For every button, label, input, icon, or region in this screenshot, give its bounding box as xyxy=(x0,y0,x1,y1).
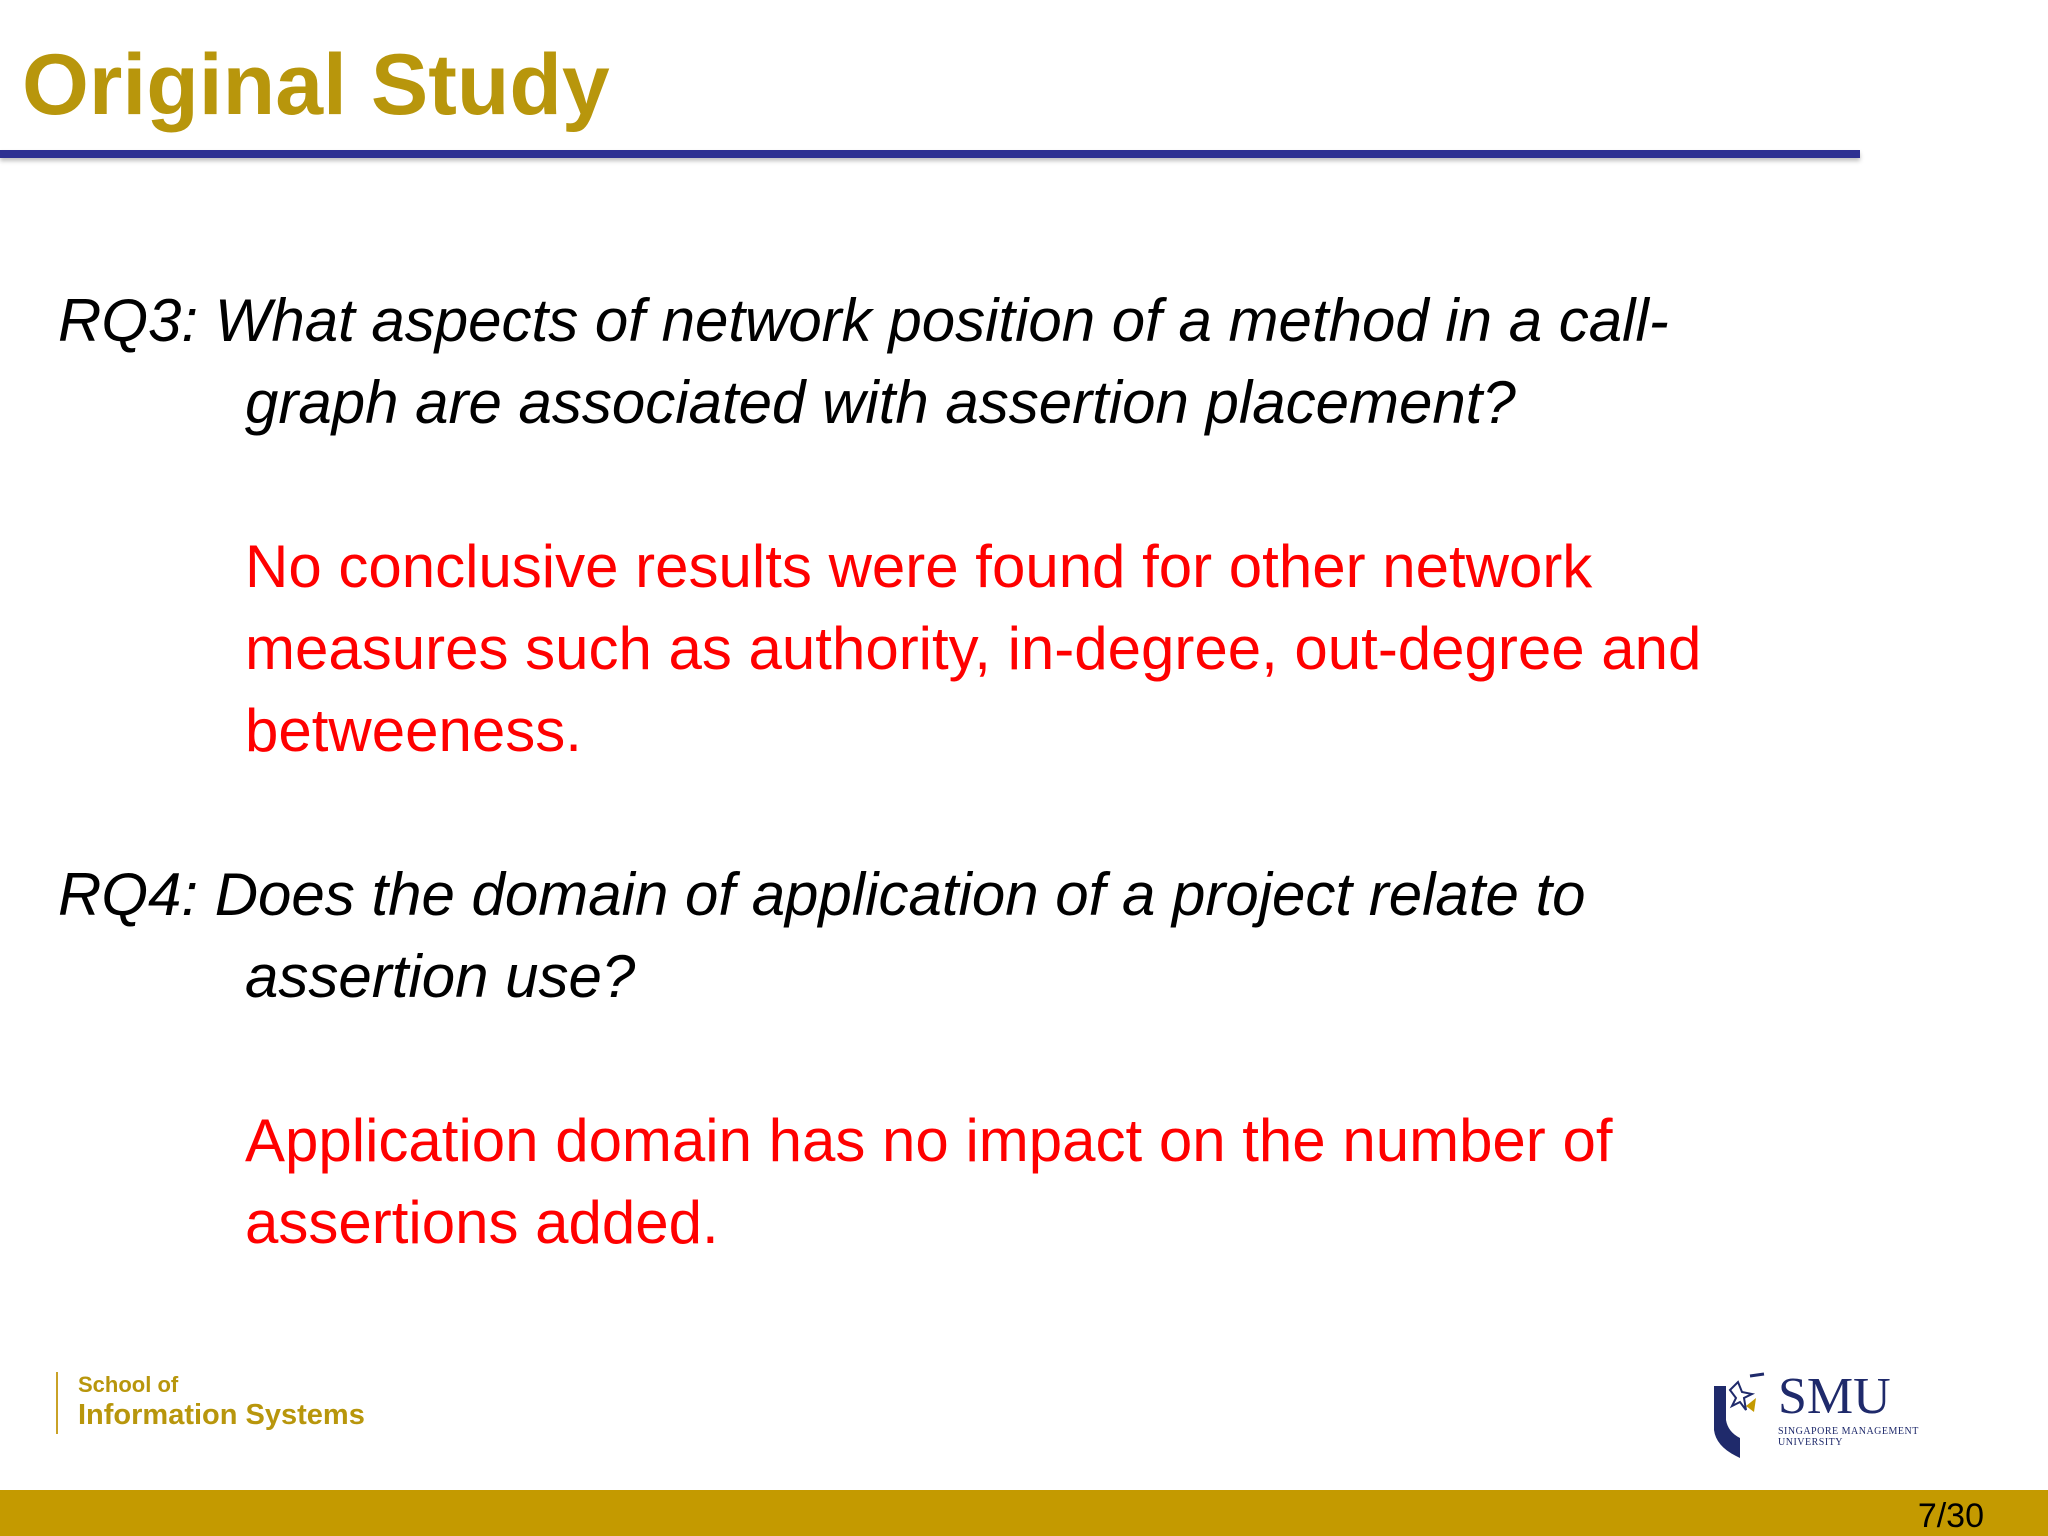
spacer xyxy=(58,772,1988,854)
rq3-answer-line1: No conclusive results were found for other network xyxy=(245,533,1593,600)
bottom-bar xyxy=(0,1490,2048,1536)
rq4-question-line2: assertion use? xyxy=(245,943,636,1010)
school-logo-line2: Information Systems xyxy=(78,1399,365,1431)
rq4-question-line1: RQ4: Does the domain of application of a project relate to xyxy=(58,861,1586,928)
smu-name xyxy=(1778,1426,1919,1448)
smu-emblem-icon xyxy=(1706,1368,1776,1460)
school-logo-line1: School of xyxy=(78,1372,179,1397)
smu-name-line2: UNIVERSITY xyxy=(1778,1437,1843,1448)
smu-logo xyxy=(1706,1368,1956,1460)
rq3-question-line1: RQ3: What aspects of network position of a method in a call- xyxy=(58,287,1669,354)
rq3-question xyxy=(58,280,1988,444)
rq4-answer-line2: assertions added. xyxy=(245,1189,719,1256)
rq3-question-line2: graph are associated with assertion placement? xyxy=(245,369,1516,436)
rq4-answer xyxy=(58,1100,1988,1264)
rq4-answer-line1: Application domain has no impact on the number of xyxy=(245,1107,1613,1174)
school-logo xyxy=(56,1372,365,1434)
rq3-answer-line3: betweeness. xyxy=(245,697,582,764)
spacer xyxy=(58,1018,1988,1100)
page-number: 7/30 xyxy=(1917,1497,1984,1535)
smu-name-line1: SINGAPORE MANAGEMENT xyxy=(1778,1426,1919,1437)
slide-title: Original Study xyxy=(22,37,610,133)
rq4-question xyxy=(58,854,1988,1018)
slide-body xyxy=(58,280,1988,1264)
rq3-answer xyxy=(58,526,1988,772)
rq3-answer-line2: measures such as authority, in-degree, out-degree and xyxy=(245,615,1702,682)
title-underline xyxy=(0,150,1860,158)
spacer xyxy=(58,444,1988,526)
smu-abbr: SMU xyxy=(1778,1368,1891,1425)
